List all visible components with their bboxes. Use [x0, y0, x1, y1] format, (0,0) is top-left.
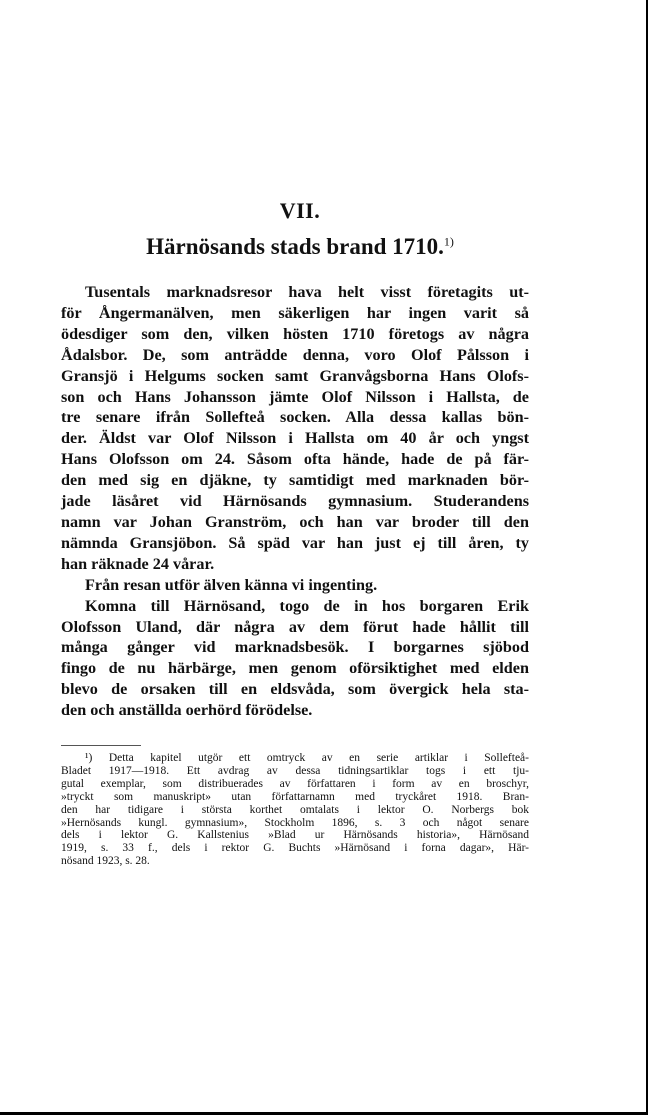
body-line: nämnda Gransjöbon. Så späd var han just ej till åren, ty: [61, 533, 529, 552]
footnote-line: 1919, s. 33 f., dels i rektor G. Buchts »Härnösand i forna dagar», Här-: [61, 842, 529, 855]
body-line: namn var Johan Granström, och han var broder till den: [61, 512, 529, 531]
body-line: Gransjö i Helgums socken samt Granvågsborna Hans Olofs-: [61, 366, 529, 385]
body-line: den med sig en djäkne, ty samtidigt med marknaden bör-: [61, 471, 529, 490]
footnote-divider: [61, 745, 141, 746]
footnote-line: den har tidigare i största korthet omtalats i lektor O. Norbergs bok: [61, 803, 529, 816]
body-line: han räknade 24 vårar.: [61, 554, 215, 573]
chapter-title: [0, 234, 600, 260]
body-line: Ådalsbor. De, som anträdde denna, voro Olof Pålsson i: [61, 345, 529, 364]
footnote-line: »tryckt som manuskript» utan författarnamn med tryckåret 1918. Bran-: [61, 790, 529, 803]
body-line: tre senare ifrån Sollefteå socken. Alla dessa kallas bön-: [61, 408, 529, 427]
body-line: fingo de nu härbärge, men genom oförsiktighet med elden: [61, 659, 529, 678]
body-line: för Ångermanälven, men säkerligen har ingen varit så: [61, 303, 529, 322]
body-line: ödesdiger som den, vilken hösten 1710 företogs av några: [61, 324, 529, 343]
footnote-line: »Hernösands kungl. gymnasium», Stockholm 1896, s. 3 och något senare: [61, 816, 529, 829]
body-line: Olofsson Uland, där några av dem förut hade hållit till: [61, 617, 529, 636]
footnote-line: gutal exemplar, som distribuerades av författaren i form av en broschyr,: [61, 777, 529, 790]
body-line: blevo de orsaken till en eldsvåda, som övergick hela sta-: [61, 680, 529, 699]
body-text: [61, 282, 529, 721]
body-line: der. Äldst var Olof Nilsson i Hallsta om 40 år och yngst: [61, 429, 529, 448]
body-line: Komna till Härnösand, togo de in hos borgaren Erik: [85, 596, 529, 615]
body-line: son och Hans Johansson jämte Olof Nilsson i Hallsta, de: [61, 387, 529, 406]
body-line: Från resan utför älven känna vi ingenting.: [85, 575, 378, 594]
body-line: Tusentals marknadsresor hava helt visst företagits ut-: [85, 283, 529, 301]
body-line: många gånger vid marknadsbesök. I borgarnes sjöbod: [61, 638, 529, 657]
chapter-number: VII.: [279, 198, 321, 223]
footnote-line: Bladet 1917—1918. Ett avdrag av dessa tidningsartiklar togs i ett tju-: [61, 764, 529, 777]
chapter-title-text: Härnösands stads brand 1710.: [146, 234, 444, 259]
footnote-line: ¹) Detta kapitel utgör ett omtryck av en serie artiklar i Sollefteå-: [85, 752, 529, 764]
footnote-reference: 1): [443, 234, 454, 249]
body-line: jade läsåret vid Härnösands gymnasium. Studerandens: [61, 492, 529, 511]
footnote-line: dels i lektor G. Kallstenius »Blad ur Härnösands historia», Härnösand: [61, 829, 529, 842]
body-line: den och anställda oerhörd förödelse.: [61, 701, 313, 720]
footnote: [61, 752, 529, 868]
body-line: Hans Olofsson om 24. Såsom ofta hände, hade de på fär-: [61, 450, 529, 469]
footnote-line: nösand 1923, s. 28.: [61, 855, 150, 868]
